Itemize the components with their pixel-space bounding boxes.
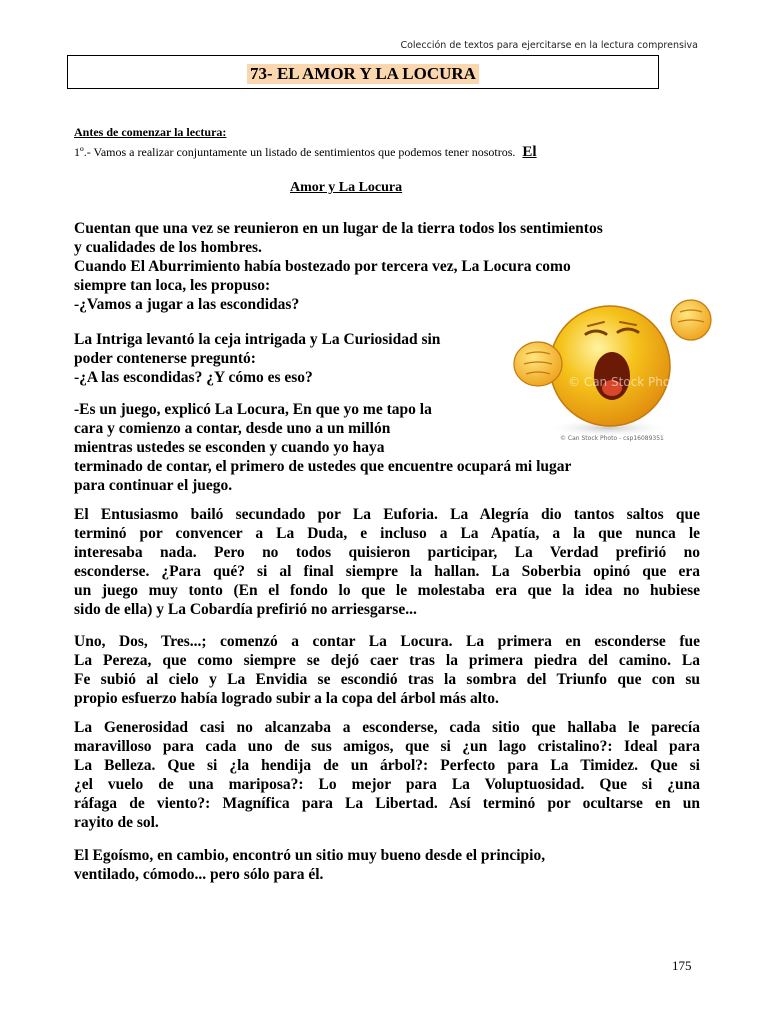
paragraph-line: mientras ustedes se esconden y cuando yo haya bbox=[74, 439, 385, 456]
paragraph-line: rayito de sol. bbox=[74, 814, 159, 831]
paragraph-line: para continuar el juego. bbox=[74, 477, 233, 494]
header-note: Colección de textos para ejercitarse en la lectura comprensiva bbox=[400, 40, 698, 51]
paragraph-5 bbox=[74, 632, 700, 708]
story-title: Amor y La Locura bbox=[290, 180, 403, 195]
paragraph-6 bbox=[74, 718, 700, 832]
paragraph-line: El Egoísmo, en cambio, encontró un sitio muy bueno desde el principio, bbox=[74, 847, 546, 864]
before-reading-item-text: 1º.- Vamos a realizar conjuntamente un listado de sentimientos que podemos tener nosotros. bbox=[74, 145, 516, 159]
paragraph-4 bbox=[74, 505, 700, 619]
before-reading-item bbox=[74, 144, 537, 161]
paragraph-line: siempre tan loca, les propuso: bbox=[74, 277, 271, 294]
paragraph-line: y cualidades de los hombres. bbox=[74, 239, 262, 256]
title-box bbox=[67, 55, 659, 89]
page-number: 175 bbox=[672, 958, 692, 973]
page-title: 73- EL AMOR Y LA LOCURA bbox=[247, 64, 479, 84]
paragraph-line: poder contenerse preguntó: bbox=[74, 350, 256, 367]
paragraph-line: maravilloso para cada uno de sus amigos, que si ¿un lago cristalino?: Ideal para bbox=[74, 738, 700, 755]
paragraph-line: ¿el vuelo de una mariposa?: Lo mejor para La Voluptuosidad. Que si ¿una bbox=[74, 776, 700, 793]
paragraph-line: terminado de contar, el primero de ustedes que encuentre ocupará mi lugar bbox=[74, 458, 572, 475]
paragraph-line: esconderse. ¿Para qué? si al final siempre la hallan. La Soberbia opinó que era bbox=[74, 563, 700, 580]
paragraph-line: La Belleza. Que si ¿la hendija de un árbol?: Perfecto para La Timidez. Que si bbox=[74, 757, 700, 774]
paragraph-line: ventilado, cómodo... pero sólo para él. bbox=[74, 866, 324, 883]
before-reading-heading: Antes de comenzar la lectura: bbox=[74, 125, 227, 139]
paragraph-line: Uno, Dos, Tres...; comenzó a contar La Locura. La primera en esconderse fue bbox=[74, 633, 700, 650]
paragraph-line: La Generosidad casi no alcanzaba a esconderse, cada sitio que hallaba le parecía bbox=[74, 719, 700, 736]
watermark-text: © Can Stock Photo bbox=[568, 375, 683, 389]
paragraph-line: Fe subió al cielo y La Envidia se escondió tras la sombra del Triunfo que con su bbox=[74, 671, 700, 688]
paragraph-line: -¿Vamos a jugar a las escondidas? bbox=[74, 296, 300, 313]
yawning-emoji-icon bbox=[508, 292, 714, 444]
paragraph-7 bbox=[74, 846, 700, 884]
paragraph-line: Cuando El Aburrimiento había bostezado por tercera vez, La Locura como bbox=[74, 258, 571, 275]
paragraph-line: cara y comienzo a contar, desde uno a un millón bbox=[74, 420, 391, 437]
paragraph-line: terminó por convencer a La Duda, e incluso a La Apatía, a la que nunca le bbox=[74, 525, 700, 542]
paragraph-line: -¿A las escondidas? ¿Y cómo es eso? bbox=[74, 369, 313, 386]
paragraph-line: un juego muy tonto (En el fondo lo que le molestaba era que la idea no hubiese bbox=[74, 582, 700, 599]
paragraph-line: La Pereza, que como siempre se dejó caer tras la primera piedra del camino. La bbox=[74, 652, 700, 669]
paragraph-line: propio esfuerzo había logrado subir a la copa del árbol más alto. bbox=[74, 690, 499, 707]
paragraph-line: La Intriga levantó la ceja intrigada y La Curiosidad sin bbox=[74, 331, 441, 348]
paragraph-line: interesaba nada. Pero no todos quisieron participar, La Verdad prefirió no bbox=[74, 544, 700, 561]
paragraph-line: El Entusiasmo bailó secundado por La Euforia. La Alegría dio tantos saltos que bbox=[74, 506, 700, 523]
paragraph-line: ráfaga de viento?: Magnífica para La Libertad. Así terminó por ocultarse en un bbox=[74, 795, 700, 812]
image-caption: © Can Stock Photo - csp16089351 bbox=[560, 435, 664, 442]
paragraph-line: sido de ella) y La Cobardía prefirió no arriesgarse... bbox=[74, 601, 417, 618]
before-reading-item-tail: El bbox=[522, 144, 537, 160]
paragraph-line: -Es un juego, explicó La Locura, En que yo me tapo la bbox=[74, 401, 432, 418]
paragraph-line: Cuentan que una vez se reunieron en un lugar de la tierra todos los sentimientos bbox=[74, 220, 603, 237]
